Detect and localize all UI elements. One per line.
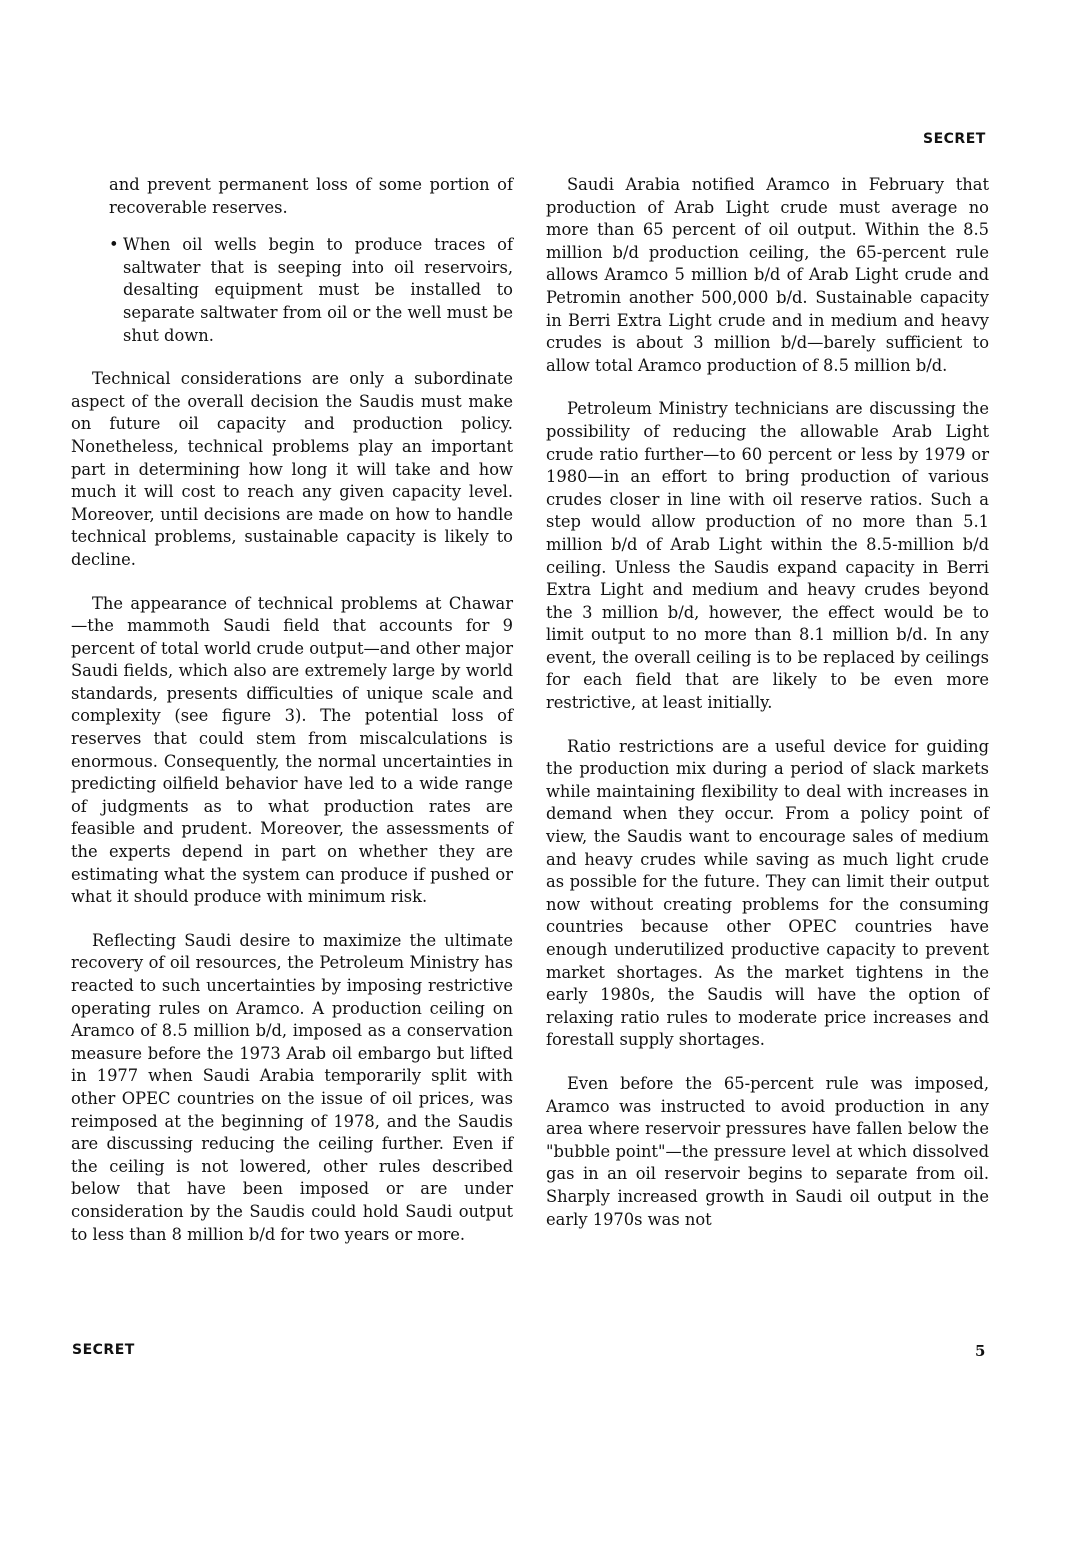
- bullet-icon: •: [109, 235, 119, 255]
- continuation-paragraph: and prevent permanent loss of some portion of recoverable reserves.: [109, 175, 513, 217]
- paragraph: Reflecting Saudi desire to maximize the ultimate recovery of oil resources, the Petroleum Ministry has reacted to such uncertainties by imposing restrictive operating rules on Aramco. A production ceiling on Aramco of 8.5 million b/d, imposed as a conservation measure before the 1973 Arab oil embargo but lifted in 1977 when Saudi Arabia temporarily split with other OPEC countries on the issue of oil prices, was reimposed at the beginning of 1978, and the Saudis are discussing reducing the ceiling further. Even if the ceiling is not lowered, other rules described below that have been imposed or are under consideration by the Saudis could hold Saudi output to less than 8 million b/d for two years or more.: [71, 930, 513, 1244]
- paragraph: The appearance of technical problems at Chawar—the mammoth Saudi field that accounts for 9 percent of total world crude output—and other major Saudi fields, which also are extremely large by world standards, presents difficulties of unique scale and complexity (see figure 3). The potential loss of reserves that could stem from miscalculations is enormous. Consequently, the normal uncertainties in predicting oilfield behavior have led to a wide range of judgments as to what production rates are feasible and prudent. Moreover, the assessments of the experts depend in part on whether they are estimating what the system can produce if pushed or what it should produce with minimum risk.: [71, 593, 513, 907]
- paragraph: Even before the 65-percent rule was imposed, Aramco was instructed to avoid production in any area where reservoir pressures have fallen below the "bubble point"—the pressure level at which dissolved gas in an oil reservoir begins to separate from oil. Sharply increased growth in Saudi oil output in the early 1970s was not: [546, 1073, 989, 1229]
- paragraph: Technical considerations are only a subordinate aspect of the overall decision the Saudis must make on future oil capacity and production policy. Nonetheless, technical problems play an important part in determining how long it will take and how much it will cost to reach any given capacity level. Moreover, until decisions are made on how to handle technical problems, sustainable capacity is likely to decline.: [71, 369, 513, 569]
- right-column: [546, 174, 989, 1231]
- classification-marking-bottom: SECRET: [72, 1342, 135, 1358]
- paragraph: Ratio restrictions are a useful device for guiding the production mix during a period of slack markets while maintaining flexibility to deal with increases in demand when they occur. From a policy point of view, the Saudis want to encourage sales of medium and heavy crudes while saving as much light crude as possible for the future. They can limit their output now without creating problems for the consuming countries because other OPEC countries have enough underutilized productive capacity to prevent market shortages. As the market tightens in the early 1980s, the Saudis will have the option of relaxing ratio rules to moderate price increases and forestall supply shortages.: [546, 736, 989, 1050]
- page-number: 5: [975, 1342, 986, 1360]
- paragraph: Saudi Arabia notified Aramco in February that production of Arab Light crude must average no more than 65 percent of oil output. Within the 8.5 million b/d production ceiling, the 65-percent rule allows Aramco 5 million b/d of Arab Light crude and Petromin another 500,000 b/d. Sustainable capacity in Berri Extra Light crude and in medium and heavy crudes is about 3 million b/d—barely sufficient to allow total Aramco production of 8.5 million b/d.: [546, 175, 989, 375]
- bullet-text: When oil wells begin to produce traces of saltwater that is seeping into oil reservoirs, desalting equipment must be installed to separate saltwater from oil or the well must be shut down.: [123, 235, 513, 345]
- bullet-list-item: [109, 234, 513, 347]
- classification-marking-top: SECRET: [923, 131, 986, 147]
- paragraph: Petroleum Ministry technicians are discussing the possibility of reducing the allowable Arab Light crude ratio further—to 60 percent or less by 1979 or 1980—in an effort to bring production of various crudes closer in line with oil reserve ratios. Such a step would allow production of no more than 5.1 million b/d of Arab Light within the 8.5-million b/d ceiling. Unless the Saudis expand capacity in Berri Extra Light and medium and heavy crudes beyond the 3 million b/d, however, the effect would be to limit output to no more than 8.1 million b/d. In any event, the overall ceiling is to be replaced by ceilings for each field that are likely to be even more restrictive, at least initially.: [546, 399, 989, 713]
- left-column: [71, 174, 513, 1246]
